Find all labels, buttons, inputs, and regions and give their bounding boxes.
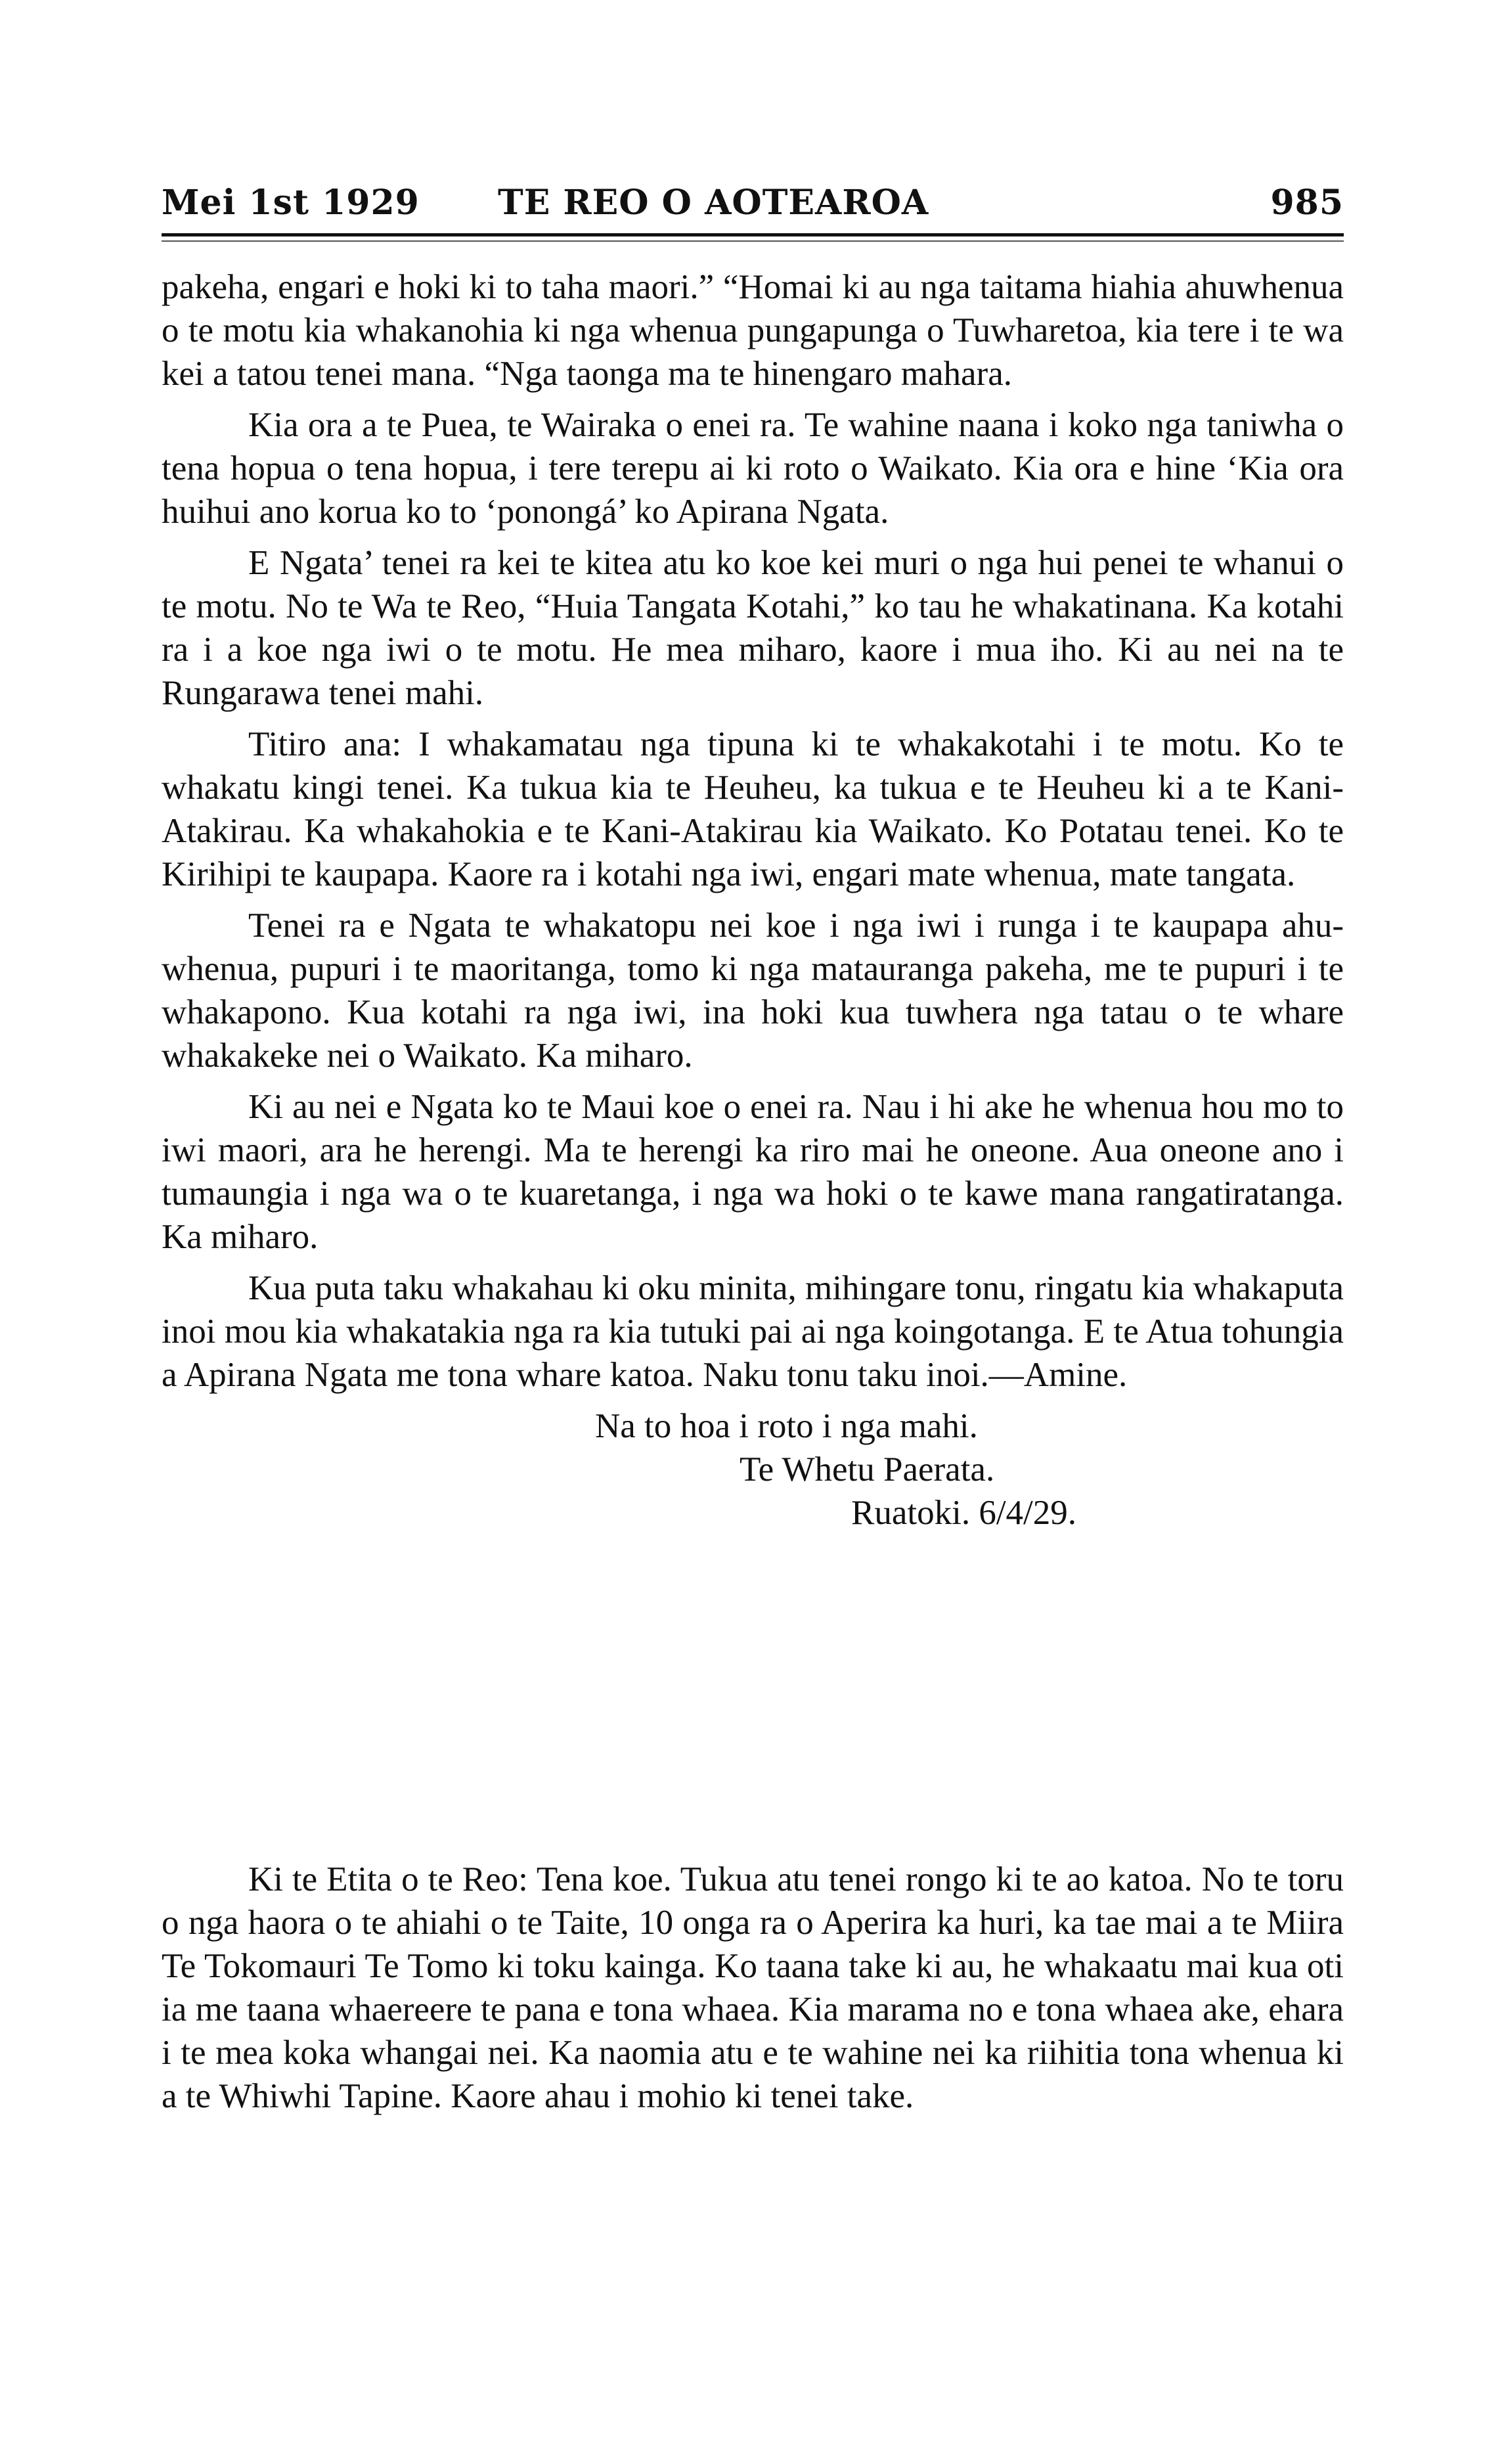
header-page-number: 985: [1270, 183, 1344, 223]
signature-block: [162, 1404, 1344, 1534]
second-letter-paragraph: Ki te Etita o te Reo: Tena koe. Tukua atu tenei rongo ki te ao katoa. No te toru o nga haora o te ahiahi o te Taite, 10 onga ra o Aperira ka huri, ka tae mai a te Miira Te Tokomauri Te Tomo ki toku kainga. Ko taana take ki au, he whakaatu mai kua oti ia me taana whaereere te pana e tona whaea. Kia marama no e tona whaea ake, ehara i te mea koka whangai nei. Ka naomia atu e te wahine nei ka riihitia tona whenua ki a te Whiwhi Tapine. Kaore ahau i mohio ki tenei take.: [162, 1860, 1344, 2115]
paragraph-5: Tenei ra e Ngata te whakatopu nei koe i nga iwi i runga i te kaupapa ahu-whenua, pupuri i te maoritanga, tomo ki nga matauranga pakeha, me te pupuri i te whakapono. Kua kotahi ra nga iwi, ina hoki kua tuwhera nga tatau o te whare whakakeke nei o Waikato. Ka miharo.: [162, 907, 1344, 1075]
paragraph-7: Kua puta taku whakahau ki oku minita, mihingare tonu, ringatu kia whakaputa inoi mou kia whakatakia nga ra kia tutuki pai ai nga koingotanga. E te Atua tohungia a Apirana Ngata me tona whare katoa. Naku tonu taku inoi.—Amine.: [162, 1269, 1344, 1394]
article-body: [162, 265, 1344, 1534]
signature-line-place-date: Ruatoki. 6/4/29.: [851, 1494, 1077, 1532]
paragraph-6: Ki au nei e Ngata ko te Maui koe o enei ra. Nau i hi ake he whenua hou mo to iwi maori, ara he herengi. Ma te herengi ka riro mai he oneone. Aua oneone ano i tumaungia i nga wa o te kuaretanga, i nga wa hoki o te kawe mana rangatiratanga. Ka miharo.: [162, 1088, 1344, 1256]
header-date: Mei 1st 1929: [162, 183, 420, 223]
header-rule-thin: [162, 240, 1344, 242]
second-letter: [162, 1858, 1344, 2118]
header-rule-thick: [162, 233, 1344, 236]
signature-line-author: Te Whetu Paerata.: [740, 1450, 995, 1489]
signature-line-closing: Na to hoa i roto i nga mahi.: [595, 1407, 978, 1445]
header-publication-title: TE REO O AOTEAROA: [498, 183, 929, 223]
paragraph-4: Titiro ana: I whakamatau nga tipuna ki te whakakotahi i te motu. Ko te whakatu kingi tenei. Ka tukua kia te Heuheu, ka tukua e te Heuheu ki a te Kani-Atakirau. Ka whakahokia e te Kani-Atakirau kia Waikato. Ko Potatau tenei. Ko te Kirihipi te kaupapa. Kaore ra i kotahi nga iwi, engari mate whenua, mate tangata.: [162, 725, 1344, 893]
page-header: [162, 176, 1344, 229]
paragraph-1: pakeha, engari e hoki ki to taha maori.” “Homai ki au nga taitama hiahia ahuwhenua o te motu kia whakanohia ki nga whenua pungapunga o Tuwharetoa, kia tere i te wa kei a tatou tenei mana. “Nga taonga ma te hinengaro mahara.: [162, 268, 1344, 393]
paragraph-3: E Ngata’ tenei ra kei te kitea atu ko koe kei muri o nga hui penei te whanui o te motu. No te Wa te Reo, “Huia Tangata Kotahi,” ko tau he whakatinana. Ka kotahi ra i a koe nga iwi o te motu. He mea miharo, kaore i mua iho. Ki au nei na te Rungarawa tenei mahi.: [162, 544, 1344, 712]
paragraph-2: Kia ora a te Puea, te Wairaka o enei ra. Te wahine naana i koko nga taniwha o tena hopua o tena hopua, i tere terepu ai ki roto o Waikato. Kia ora e hine ‘Kia ora huihui ano korua ko to ‘ponongá’ ko Apirana Ngata.: [162, 406, 1344, 531]
